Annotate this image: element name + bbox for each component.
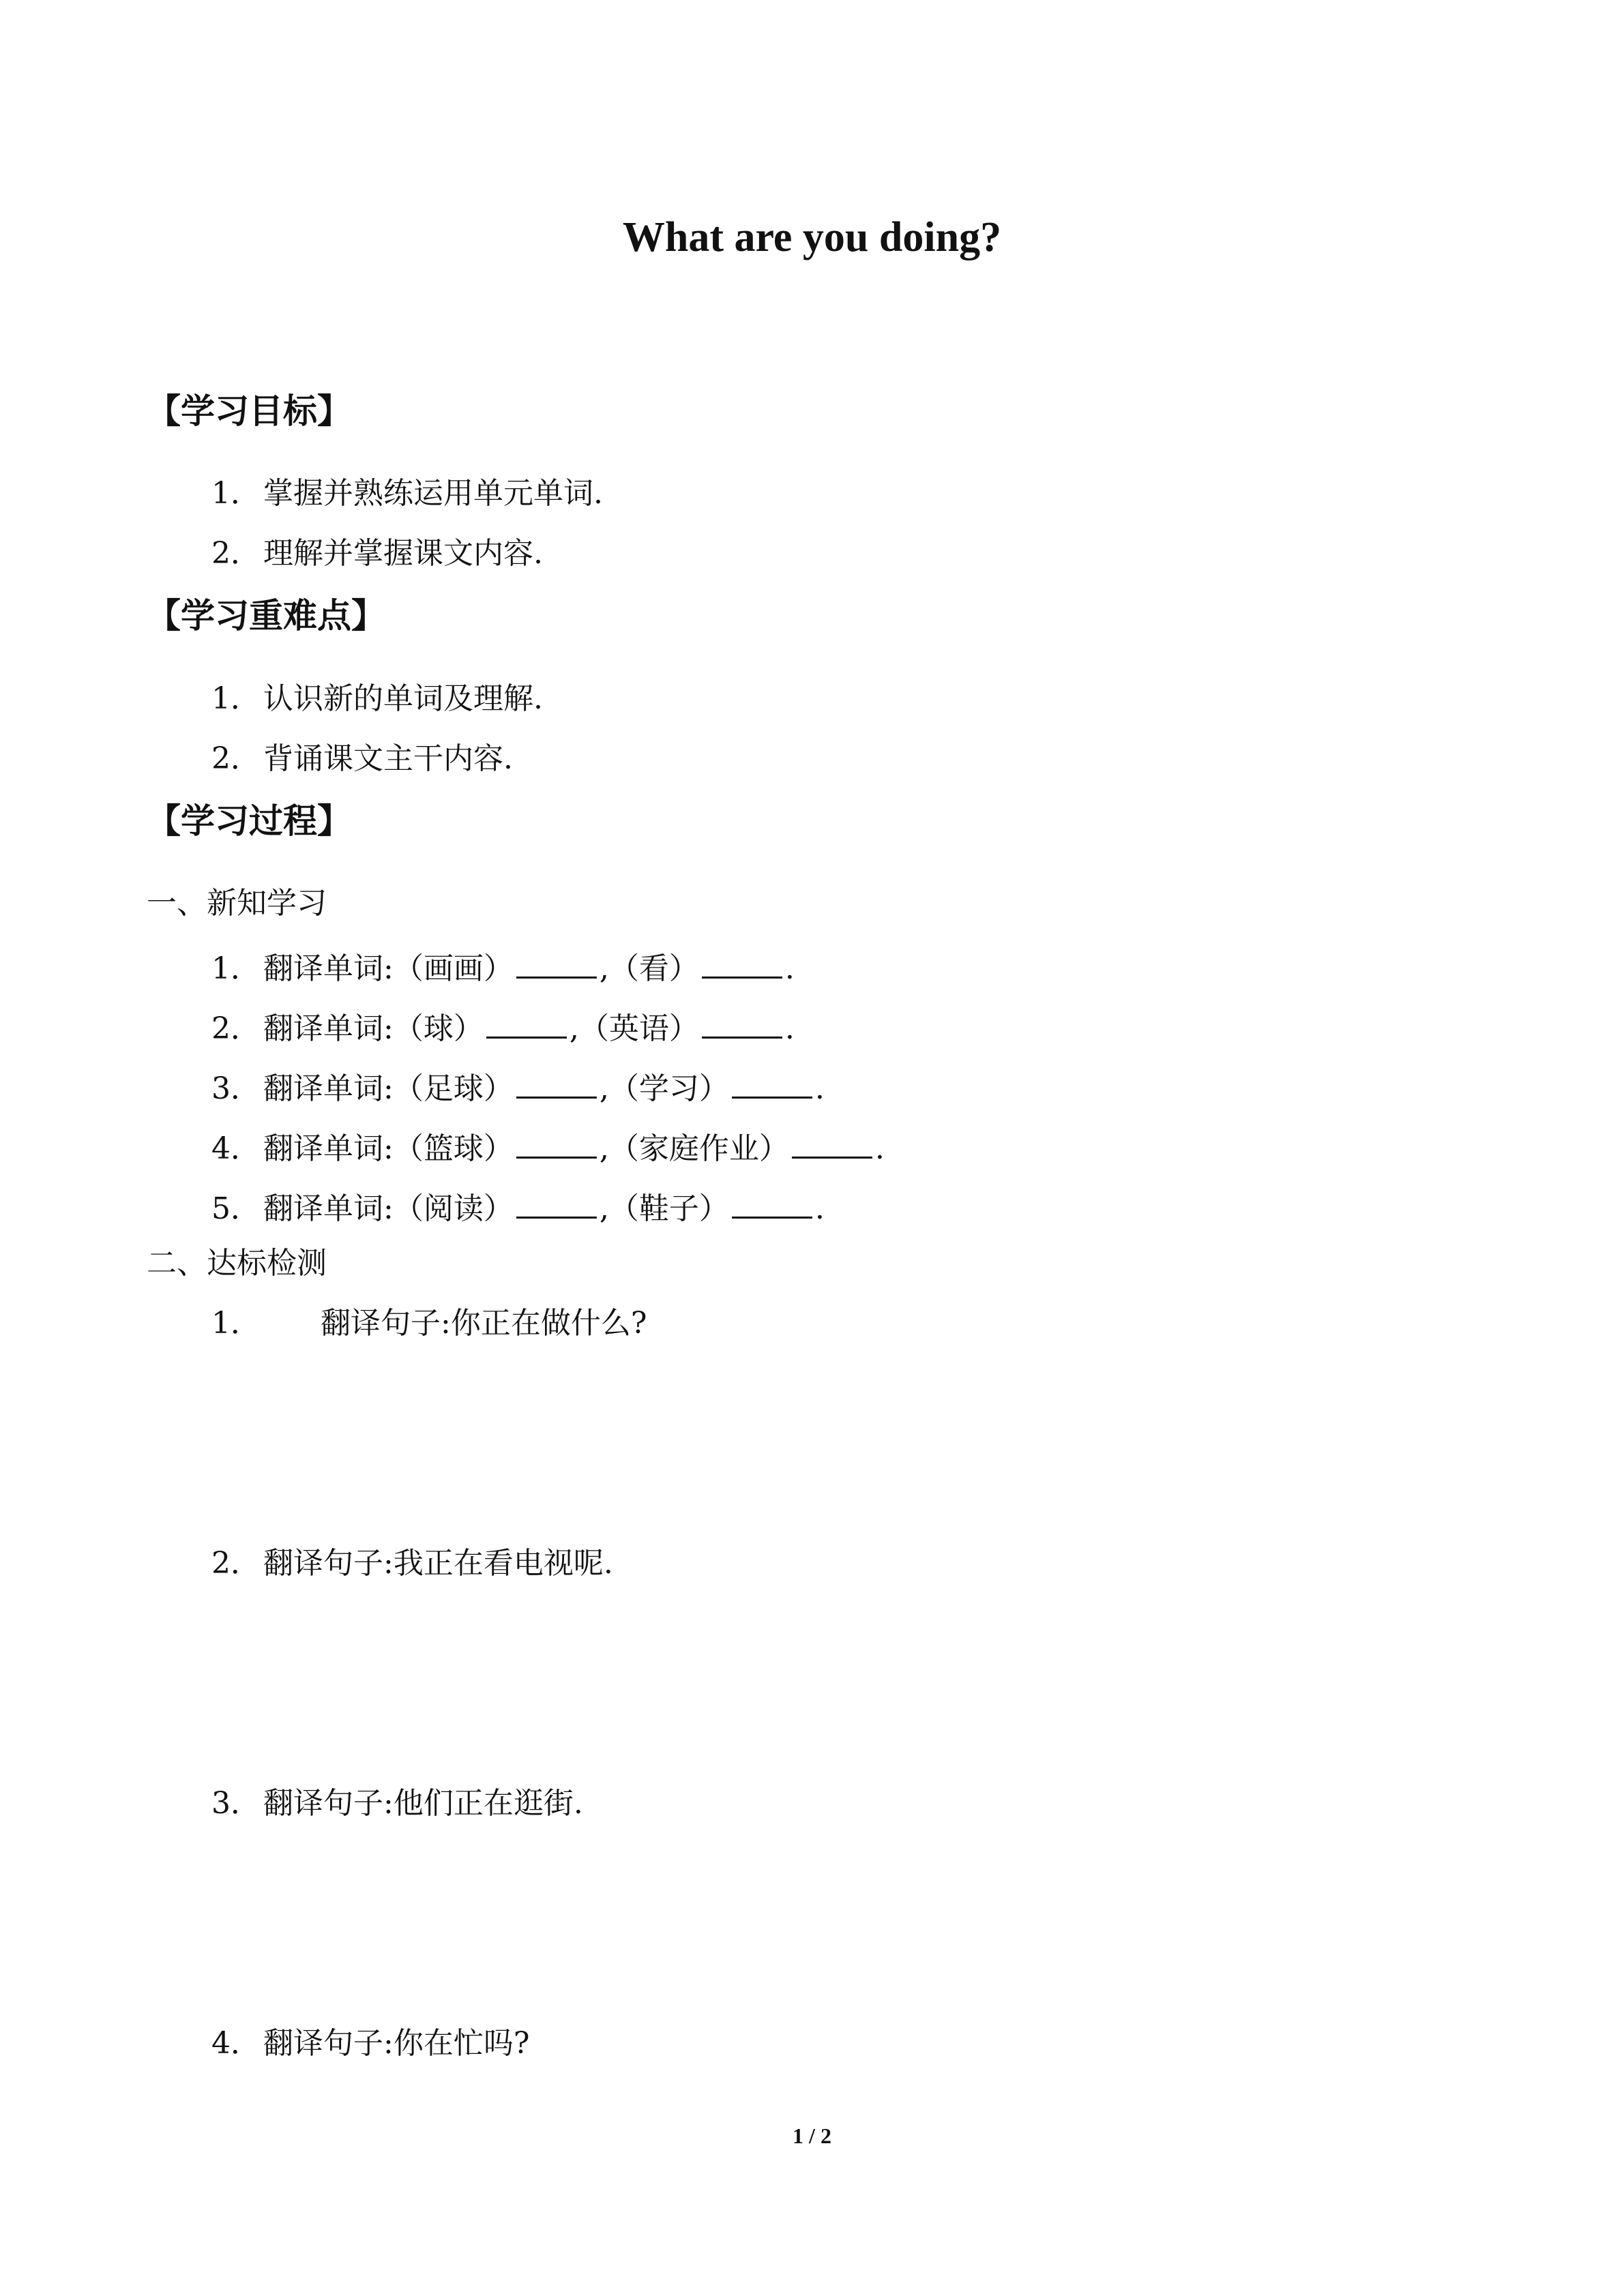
vocab-item — [211, 1062, 825, 1110]
answer-blank[interactable] — [732, 1182, 812, 1219]
subsection-label-assessment: 二、达标检测 — [147, 1246, 327, 1281]
item-text: 背诵课文主干内容. — [263, 741, 513, 776]
item-text: 掌握并熟练运用单元单词. — [263, 476, 603, 511]
item-text: 翻译句子:你正在做什么? — [321, 1306, 647, 1341]
item-number: 4． — [211, 1131, 261, 1166]
key-point-item — [211, 678, 543, 720]
item-number: 2． — [211, 741, 261, 776]
item-number: 1． — [211, 1306, 261, 1341]
answer-blank[interactable] — [516, 942, 597, 979]
item-end: . — [784, 1011, 795, 1046]
item-end: . — [874, 1131, 885, 1166]
item-text: 认识新的单词及理解. — [263, 681, 543, 716]
item-prefix: 翻译单词:（球） — [263, 1011, 484, 1046]
item-number: 3． — [211, 1786, 261, 1821]
objective-item — [211, 473, 603, 515]
vocab-item — [211, 1122, 885, 1170]
answer-blank[interactable] — [516, 1122, 597, 1159]
answer-blank[interactable] — [702, 942, 782, 979]
item-number: 2． — [211, 1011, 261, 1046]
answer-blank[interactable] — [792, 1122, 872, 1159]
item-mid: ,（看） — [599, 951, 699, 986]
item-prefix: 翻译单词:（篮球） — [263, 1131, 514, 1166]
item-end: . — [784, 951, 795, 986]
section-heading-objectives: 【学习目标】 — [147, 391, 351, 431]
translation-item — [211, 1783, 583, 1825]
item-number: 4． — [211, 2026, 261, 2061]
translation-item — [211, 1302, 647, 1345]
item-number: 3． — [211, 1071, 261, 1106]
item-number: 2． — [211, 1546, 261, 1581]
section-heading-key-points: 【学习重难点】 — [147, 596, 385, 636]
item-text: 理解并掌握课文内容. — [263, 536, 543, 571]
item-number: 1． — [211, 476, 261, 511]
item-number: 1． — [211, 681, 261, 716]
item-mid: ,（家庭作业） — [599, 1131, 789, 1166]
vocab-item — [211, 942, 795, 990]
item-prefix: 翻译单词:（阅读） — [263, 1191, 514, 1226]
item-text: 翻译句子:他们正在逛街. — [263, 1786, 583, 1821]
item-prefix: 翻译单词:（足球） — [263, 1071, 514, 1106]
item-end: . — [814, 1191, 825, 1226]
item-end: . — [814, 1071, 825, 1106]
key-point-item — [211, 738, 513, 780]
subsection-label-new-knowledge: 一、新知学习 — [147, 886, 327, 921]
objective-item — [211, 533, 543, 575]
item-mid: ,（鞋子） — [599, 1191, 729, 1226]
item-number: 1． — [211, 951, 261, 986]
vocab-item — [211, 1182, 825, 1230]
item-mid: ,（英语） — [569, 1011, 699, 1046]
item-text: 翻译句子:我正在看电视呢. — [263, 1546, 613, 1581]
section-heading-process: 【学习过程】 — [147, 801, 351, 841]
answer-blank[interactable] — [702, 1002, 782, 1039]
answer-blank[interactable] — [486, 1002, 567, 1039]
item-number: 5． — [211, 1191, 261, 1226]
translation-item — [211, 1542, 613, 1585]
answer-blank[interactable] — [732, 1062, 812, 1099]
item-mid: ,（学习） — [599, 1071, 729, 1106]
item-text: 翻译句子:你在忙吗? — [263, 2026, 530, 2061]
item-number: 2． — [211, 536, 261, 571]
page-number: 1 / 2 — [793, 2123, 831, 2148]
translation-item — [211, 2023, 529, 2065]
document-title: What are you doing? — [622, 214, 1002, 260]
vocab-item — [211, 1002, 795, 1050]
answer-blank[interactable] — [516, 1182, 597, 1219]
answer-blank[interactable] — [516, 1062, 597, 1099]
item-prefix: 翻译单词:（画画） — [263, 951, 514, 986]
